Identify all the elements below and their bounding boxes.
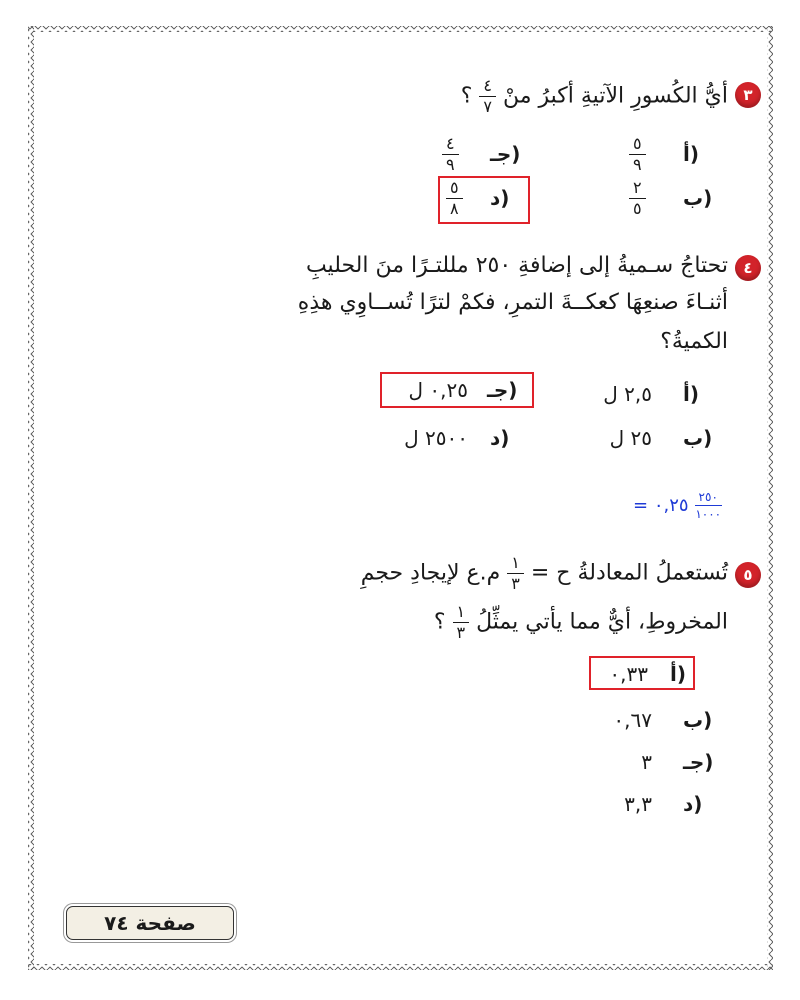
question-number-badge: ٥ [735, 562, 761, 588]
fraction-numerator: ٥ [629, 136, 646, 155]
option-c-fraction[interactable] [442, 136, 459, 173]
question-text: المخروطِ، أيٌّ مما يأتي يمثِّلُ [476, 609, 728, 635]
fraction-numerator: ٤ [442, 136, 459, 155]
question-text: أيُّ الكُسورِ الآتيةِ أكبرُ منْ [503, 83, 728, 109]
working-fraction [695, 491, 722, 520]
option-d-fraction[interactable] [446, 180, 463, 217]
option-b-value[interactable]: ٢٥ ل [609, 426, 652, 450]
question-4-line-1: تحتاجُ سـميةُ إلى إضافةِ ٢٥٠ مللتـرًا منَ الحليبِ [305, 253, 728, 278]
option-a-letter: أ) [683, 382, 699, 406]
option-d-letter: د) [490, 186, 510, 210]
option-a-value[interactable]: ٠,٣٣ [609, 662, 648, 686]
option-b-letter: ب) [683, 708, 713, 732]
fraction-numerator: ١ [507, 555, 524, 574]
question-4-line-3: الكميةُ؟ [660, 329, 728, 354]
option-a-letter: أ) [670, 662, 686, 686]
fraction-numerator: ٢٥٠ [695, 491, 722, 506]
question-number-badge: ٤ [735, 255, 761, 281]
fraction-denominator: ٩ [446, 155, 455, 174]
option-b-value[interactable]: ٠,٦٧ [613, 708, 652, 732]
question-3-text [461, 78, 728, 115]
option-d-value[interactable]: ٣,٣ [624, 792, 652, 816]
option-c-letter: جـ) [490, 142, 521, 166]
fraction-denominator: ٣ [456, 623, 466, 642]
fraction-numerator: ٥ [446, 180, 463, 199]
option-d-letter: د) [490, 426, 510, 450]
option-c-value[interactable]: ٣ [641, 750, 652, 774]
option-d-value[interactable]: ٢٥٠٠ ل [404, 426, 468, 450]
question-5-line-1 [361, 555, 728, 592]
fraction [479, 78, 496, 115]
fraction-numerator: ٤ [479, 78, 496, 97]
option-c-letter: جـ) [487, 378, 518, 402]
fraction-denominator: ٣ [511, 574, 520, 593]
fraction-denominator: ٩ [633, 155, 642, 174]
page-number-tag: صفحة ٧٤ [66, 906, 234, 940]
question-text: ؟ [433, 609, 446, 635]
question-text: م.ع لإيجادِ حجمِ [360, 560, 501, 586]
fraction-denominator: ١٠٠٠ [695, 507, 722, 521]
option-a-value[interactable]: ٢,٥ ل [603, 382, 652, 406]
option-d-letter: د) [683, 792, 703, 816]
question-mark: ؟ [460, 83, 473, 109]
option-b-letter: ب) [683, 426, 713, 450]
fraction-denominator: ٨ [450, 199, 459, 218]
question-4-line-2: أثنـاءَ صنعِهَا كعكــةَ التمرِ، فكمْ لترًا تُســاوِي هذِهِ [297, 290, 728, 315]
question-number-badge: ٣ [735, 82, 761, 108]
working-result: = ٠,٢٥ [633, 495, 689, 516]
fraction-denominator: ٧ [483, 97, 492, 116]
fraction-numerator: ١ [453, 604, 470, 623]
fraction [453, 604, 470, 641]
fraction-numerator: ٢ [629, 180, 646, 199]
option-b-letter: ب) [683, 186, 713, 210]
fraction [507, 555, 524, 592]
question-5-line-2 [434, 604, 728, 641]
question-text: تُستعملُ المعادلةُ ح = [530, 560, 728, 586]
fraction-denominator: ٥ [633, 199, 642, 218]
handwritten-working [633, 491, 722, 520]
option-a-fraction[interactable] [629, 136, 646, 173]
option-b-fraction[interactable] [629, 180, 646, 217]
option-a-letter: أ) [683, 142, 699, 166]
option-c-letter: جـ) [683, 750, 714, 774]
option-c-value[interactable]: ٠,٢٥ ل [408, 378, 468, 402]
